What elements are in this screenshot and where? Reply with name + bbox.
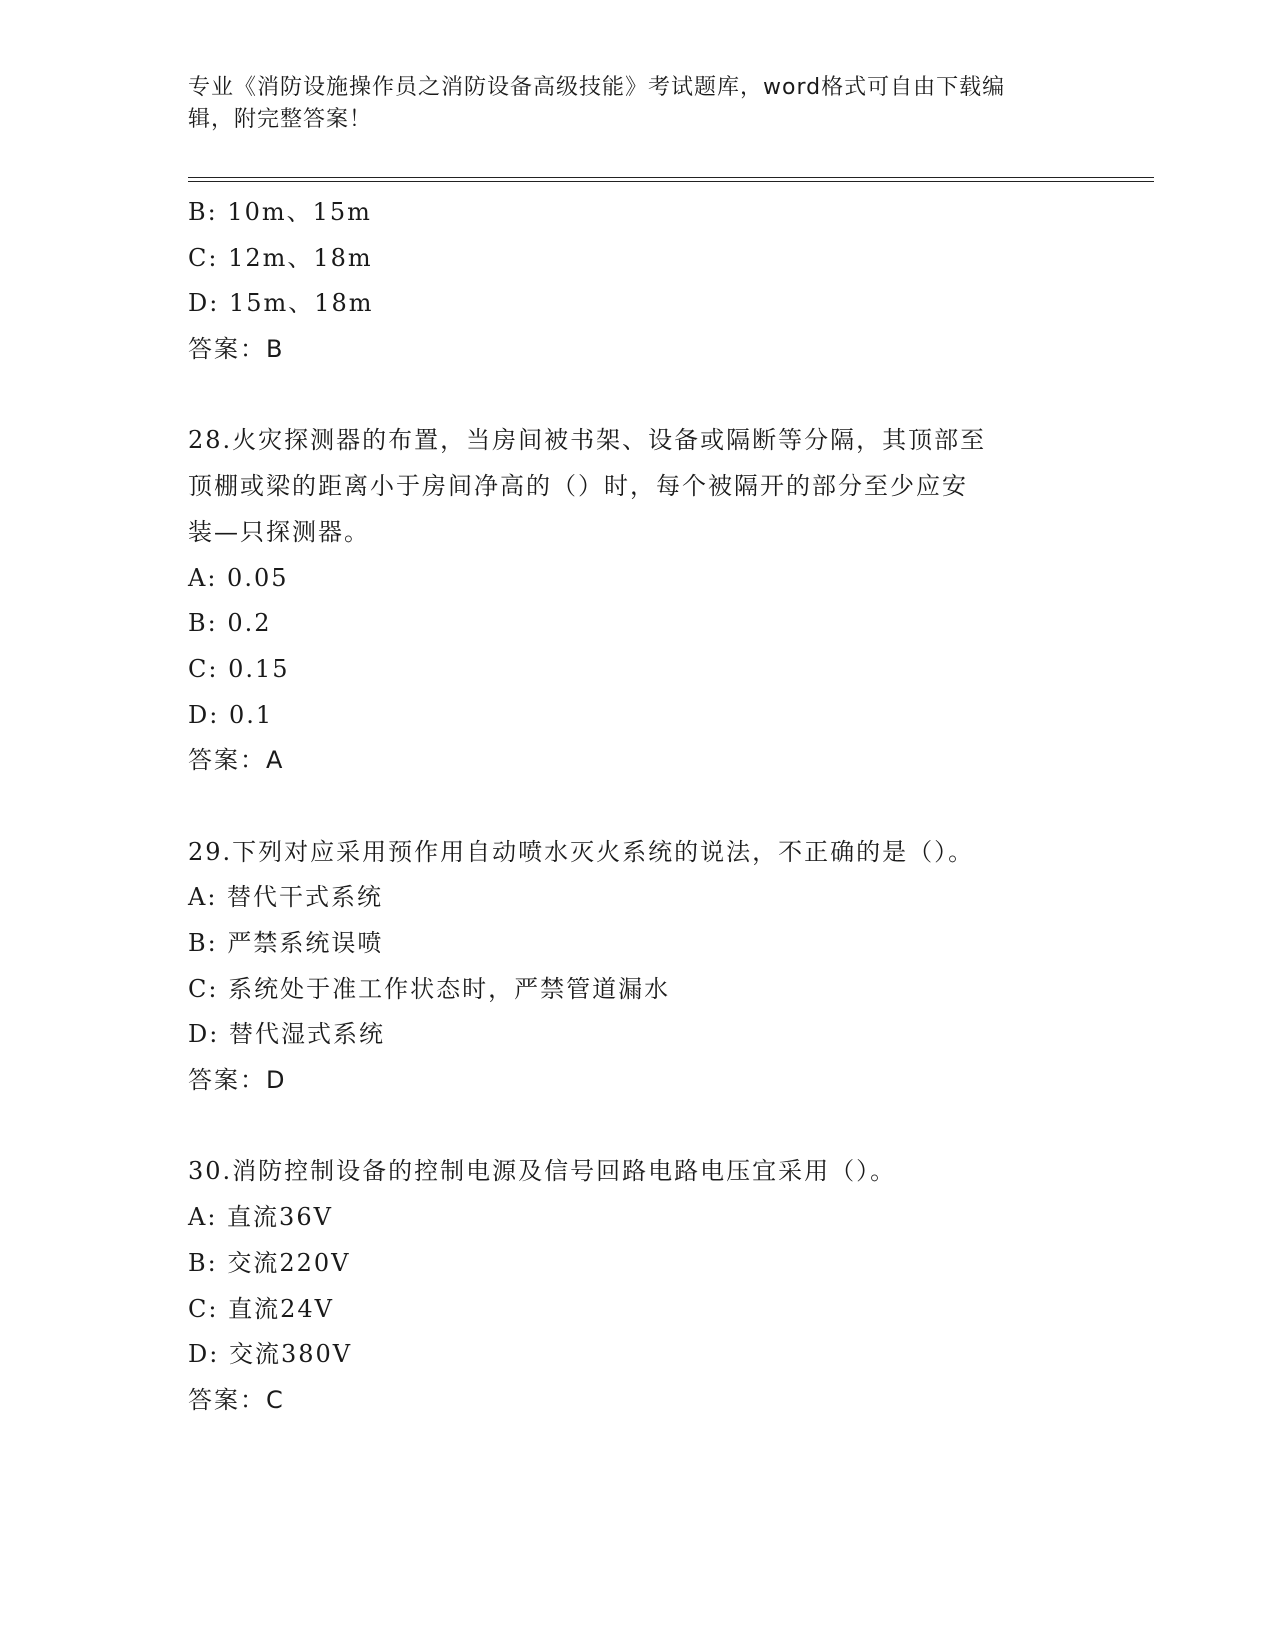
question-stem: 顶棚或梁的距离小于房间净高的（）时，每个被隔开的部分至少应安 <box>188 472 968 501</box>
option-d: D: 0.1 <box>188 700 274 729</box>
option-a: A: 直流36V <box>188 1203 333 1232</box>
question-stem: 30.消防控制设备的控制电源及信号回路电路电压宜采用（）。 <box>188 1157 897 1186</box>
option-a: A: 替代干式系统 <box>188 883 384 912</box>
question-30 <box>188 1149 1088 1423</box>
answer-line: 答案：A <box>188 746 285 775</box>
question-stem: 28.火灾探测器的布置，当房间被书架、设备或隔断等分隔，其顶部至 <box>188 426 987 455</box>
answer-line: 答案：C <box>188 1385 285 1414</box>
question-stem: 29.下列对应采用预作用自动喷水灭火系统的说法，不正确的是（）。 <box>188 837 975 866</box>
header-line-2: 辑，附完整答案！ <box>188 107 373 132</box>
option-d: D: 交流380V <box>188 1340 353 1369</box>
option-a: A: 0.05 <box>188 563 289 592</box>
option-d: D: 替代湿式系统 <box>188 1020 385 1049</box>
spacer <box>188 373 1088 419</box>
question-29 <box>188 830 1088 1104</box>
header-divider-bottom <box>188 181 1154 182</box>
question-28 <box>188 418 1088 784</box>
option-c: C: 直流24V <box>188 1294 334 1323</box>
question-stem: 装—只探测器。 <box>188 517 370 546</box>
option-b: B: 10m、15m <box>188 198 372 226</box>
option-b: B: 严禁系统误喷 <box>188 929 384 957</box>
spacer <box>188 1104 1088 1150</box>
question-list <box>188 190 1088 1424</box>
spacer <box>188 784 1088 830</box>
header-divider-top <box>188 177 1154 178</box>
answer-line: 答案：D <box>188 1066 287 1095</box>
option-c: C: 12m、18m <box>188 243 373 272</box>
answer-line: 答案：B <box>188 335 285 364</box>
option-c: C: 0.15 <box>188 654 290 683</box>
document-header <box>188 72 1088 136</box>
option-b: B: 交流220V <box>188 1248 351 1277</box>
option-d: D: 15m、18m <box>188 289 374 318</box>
question-27-continued <box>188 190 1088 373</box>
option-c: C: 系统处于准工作状态时，严禁管道漏水 <box>188 974 671 1003</box>
option-b: B: 0.2 <box>188 609 272 638</box>
header-line-1: 专业《消防设施操作员之消防设备高级技能》考试题库，word格式可自由下载编 <box>188 75 1006 100</box>
